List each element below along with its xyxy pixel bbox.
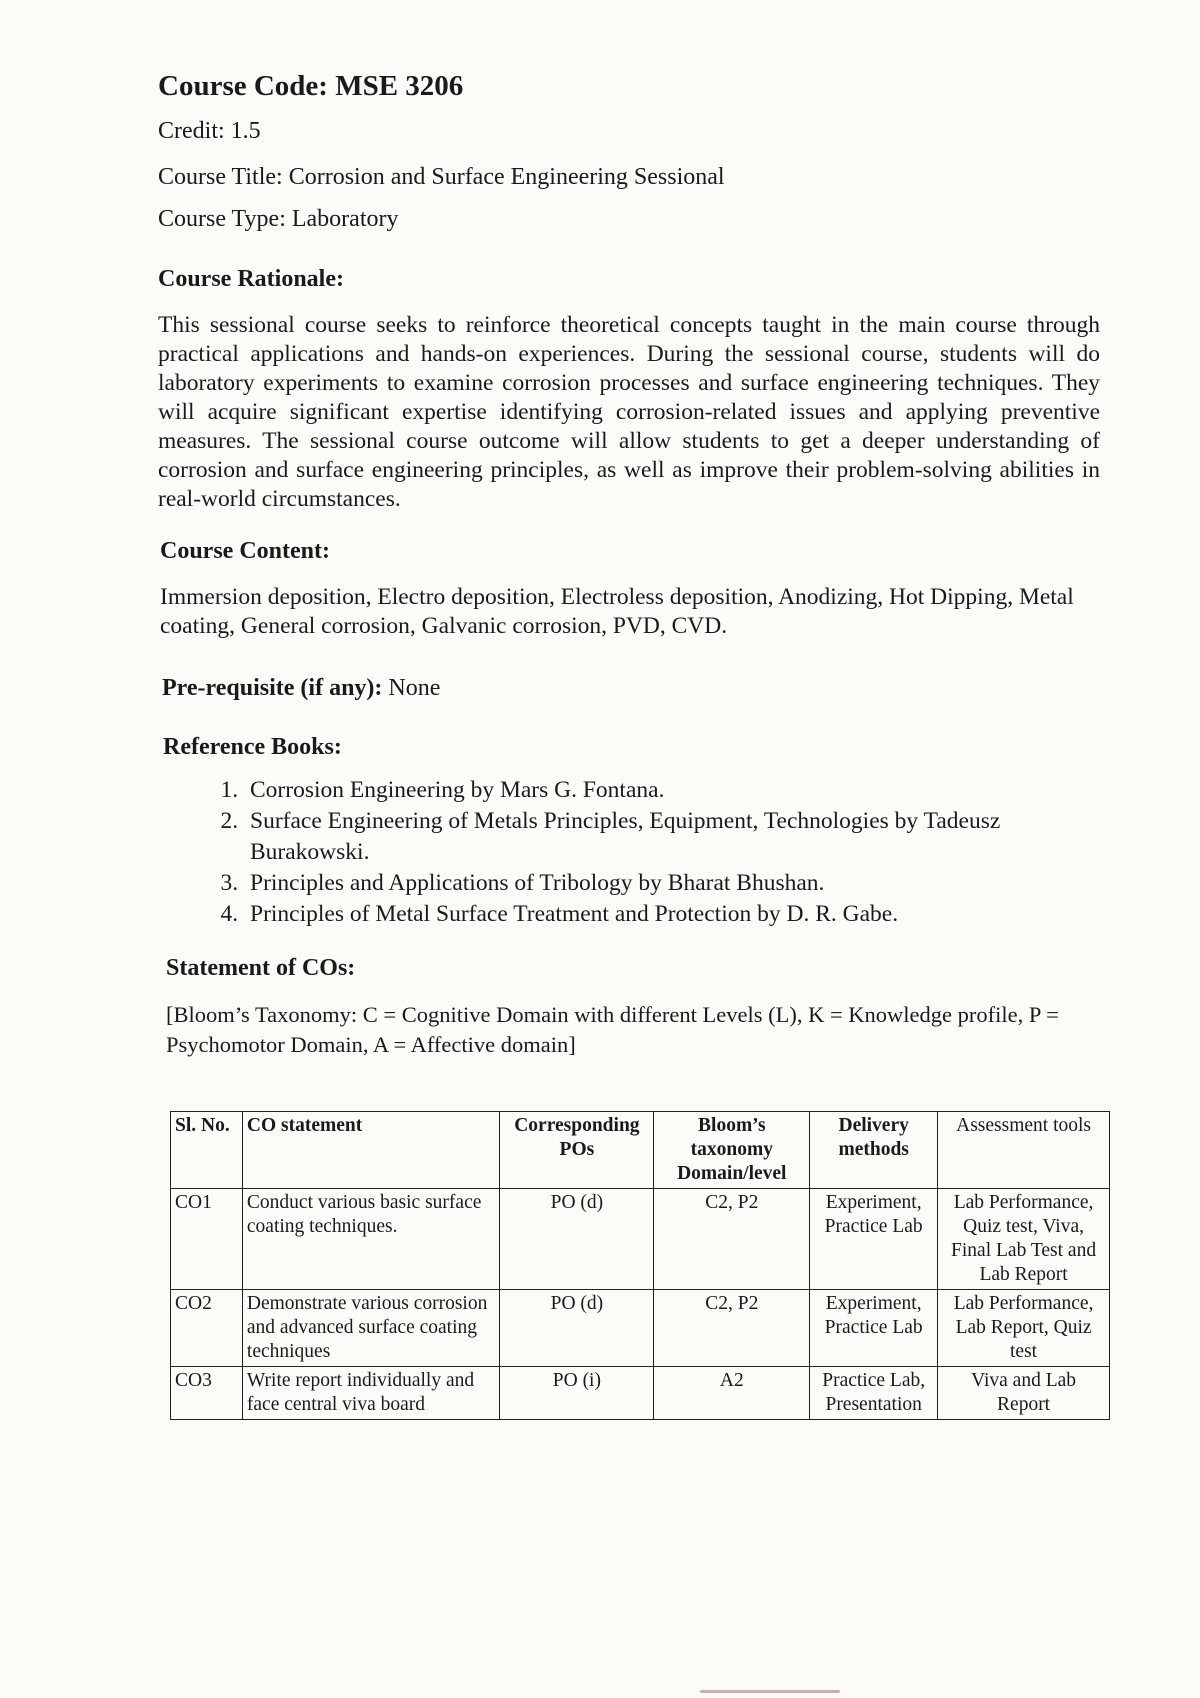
cell-assessment: Viva and Lab Report [938,1367,1110,1420]
header-co-statement: CO statement [242,1112,500,1189]
references-heading: Reference Books: [163,734,342,760]
cell-assessment: Lab Performance, Lab Report, Quiz test [938,1290,1110,1367]
reference-item: 1. Corrosion Engineering by Mars G. Fontana. [244,775,1104,806]
cos-heading: Statement of COs: [166,955,356,981]
header-delivery-methods: Delivery methods [810,1112,938,1189]
rationale-text: This sessional course seeks to reinforce theoretical concepts taught in the main course through practical applications and hands-on experiences. During the sessional course, students will do laboratory experiments to examine corrosion processes and surface engineering techniques. They will acquire significant expertise identifying corrosion-related issues and applying preventive measures. The sessional course outcome will allow students to get a deeper understanding of corrosion and surface engineering principles, as well as improve their problem-solving abilities in real-world circumstances. [158,312,1100,512]
reference-item: 4. Principles of Metal Surface Treatment and Protection by D. R. Gabe. [244,899,1104,930]
paper-mark [700,1690,840,1693]
course-code [158,70,463,103]
reference-item: 3. Principles and Applications of Tribology by Bharat Bhushan. [244,868,1104,899]
prerequisite-value: None [388,675,441,701]
header-blooms-taxonomy: Bloom’s taxonomy Domain/level [654,1112,810,1189]
course-credit: Credit: 1.5 [158,118,261,144]
cell-pos: PO (d) [500,1290,654,1367]
course-code-label: Course Code: [158,70,328,102]
cell-delivery: Practice Lab, Presentation [810,1367,938,1420]
header-assessment-tools: Assessment tools [938,1112,1110,1189]
reference-item: 2. Surface Engineering of Metals Principles, Equipment, Technologies by Tadeusz Burakowski. [244,806,1104,868]
cell-co-statement: Write report individually and face central viva board [242,1367,500,1420]
prerequisite [162,675,440,702]
table-header-row [171,1112,1110,1189]
header-sl-no: Sl. No. [171,1112,243,1189]
table-row [171,1189,1110,1290]
co-table [170,1111,1110,1420]
table-row [171,1290,1110,1367]
content-text: Immersion deposition, Electro deposition, Electroless deposition, Anodizing, Hot Dipping, Metal coating, General corrosion, Galvanic corrosion, PVD, CVD. [160,584,1074,639]
cell-delivery: Experiment, Practice Lab [810,1189,938,1290]
cell-sl-no: CO2 [171,1290,243,1367]
bloom-note: [Bloom’s Taxonomy: C = Cognitive Domain with different Levels (L), K = Knowledge profile, P = Psychomotor Domain, A = Affective domain] [166,1002,1059,1057]
cell-bloom-level: C2, P2 [654,1290,810,1367]
course-type: Course Type: Laboratory [158,206,399,232]
cell-pos: PO (d) [500,1189,654,1290]
rationale-heading: Course Rationale: [158,266,344,292]
cell-delivery: Experiment, Practice Lab [810,1290,938,1367]
course-title: Course Title: Corrosion and Surface Engineering Sessional [158,164,725,190]
cell-sl-no: CO3 [171,1367,243,1420]
header-corresponding-pos: Corresponding POs [500,1112,654,1189]
references-list [168,775,1104,930]
content-heading: Course Content: [160,538,330,564]
course-code-value: MSE 3206 [335,70,464,102]
cell-pos: PO (i) [500,1367,654,1420]
cell-assessment: Lab Performance, Quiz test, Viva, Final Lab Test and Lab Report [938,1189,1110,1290]
cell-co-statement: Conduct various basic surface coating techniques. [242,1189,500,1290]
cell-sl-no: CO1 [171,1189,243,1290]
table-row [171,1367,1110,1420]
cell-bloom-level: C2, P2 [654,1189,810,1290]
prerequisite-label: Pre-requisite (if any): [162,675,383,701]
cell-co-statement: Demonstrate various corrosion and advanced surface coating techniques [242,1290,500,1367]
cell-bloom-level: A2 [654,1367,810,1420]
